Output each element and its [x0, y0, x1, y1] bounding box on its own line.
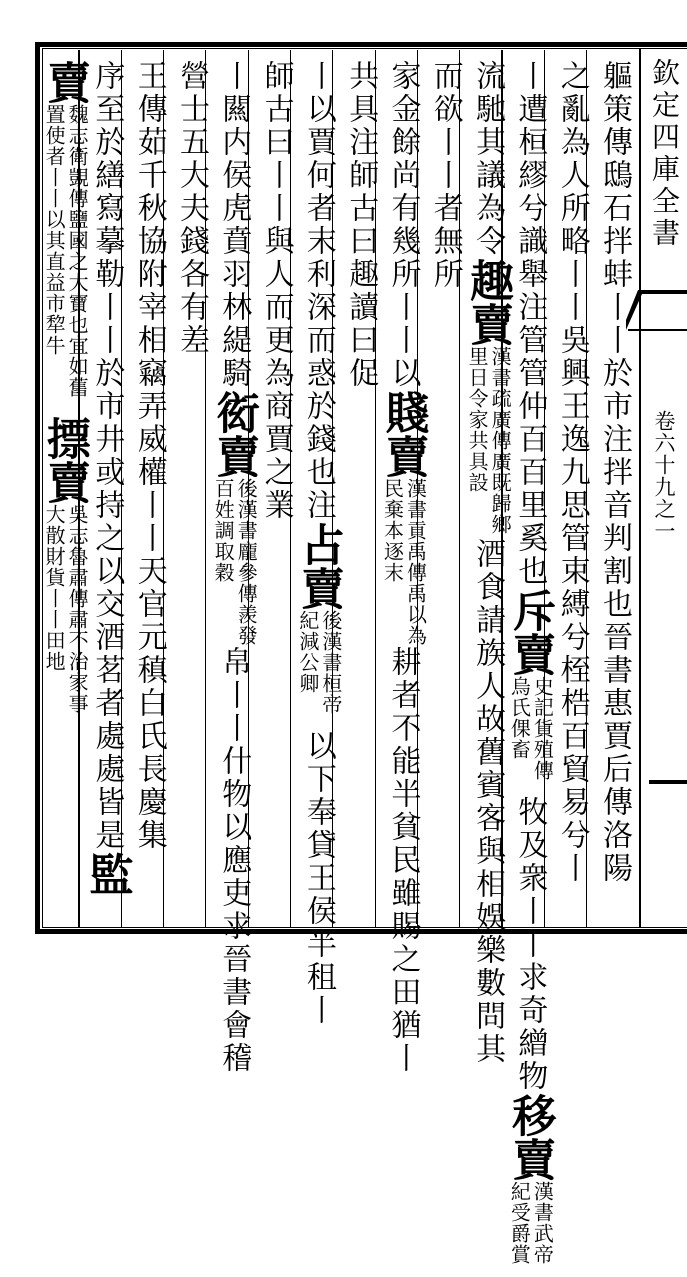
body-text: 共具注師古曰趣讀曰促 [343, 60, 379, 390]
headword: 賣 [39, 60, 91, 104]
headword: 衒賣 [208, 390, 260, 478]
body-text: 序至於繕寫摹勒丨丨於市井或持之以交酒茗者處處皆是 [89, 60, 125, 852]
fold-black-mark [649, 780, 687, 784]
body-text: 軀策傳鴟石拌蚌丨丨於市注拌音判割也晉書惠賈后傳洛陽 [597, 60, 632, 885]
body-text: 而欲丨丨者無所 [427, 60, 463, 291]
body-text: 丨闗内侯虎賁羽林緹騎 [216, 60, 252, 390]
body-text: 牧及衆丨丨求奇繒物 [512, 796, 548, 1093]
body-text: 師古曰丨丨與人而更為商賈之業 [258, 60, 294, 522]
text-column [252, 60, 300, 920]
text-column [208, 60, 260, 1075]
text-column [336, 60, 384, 920]
body-text: 帛丨丨什物以應吏求晉書會稽 [216, 646, 252, 1075]
headword: 趣賣 [462, 258, 514, 346]
commentary-note: 漢書貢禹傳禹以為民棄本逐末 [380, 478, 428, 646]
body-text: 丨遭桓繆兮識舉注管管仲百百里奚也 [512, 60, 548, 588]
headword: 監 [81, 852, 133, 896]
headword: 斥賣 [504, 588, 556, 676]
body-text: 王傳茹千秋協附宰相竊弄威權丨丨天官元稹白氏長慶集 [131, 60, 167, 852]
body-text: 耕者不能半貧民雖賜之田猶丨 [385, 646, 421, 1075]
text-column [125, 60, 173, 920]
text-column [167, 60, 215, 920]
headword: 移賣 [504, 1093, 556, 1181]
text-column [504, 60, 556, 1265]
text-column [421, 60, 469, 920]
column-divider [36, 50, 37, 928]
text-column [377, 60, 429, 1075]
commentary-note: 魏志衛覬傳鹽國之大寶也宜如舊置使者丨丨以其直益市犂牛 [42, 104, 90, 398]
text-column [462, 60, 514, 1066]
commentary-note: 漢書疏廣傳廣既歸鄉里日令家共具設 [465, 346, 513, 535]
headword: 占賣 [292, 522, 344, 610]
commentary-note: 吳志魯肅傳肅不治家事大散財貨丨丨田地 [42, 504, 90, 714]
text-column [292, 60, 344, 1027]
body-text: 家金餘尚有幾所丨丨以 [385, 60, 421, 390]
body-text: 以下奉貸王侯半租丨 [300, 730, 336, 1027]
headword: 賤賣 [377, 390, 429, 478]
commentary-note: 漢書武帝紀受爵賞 [507, 1181, 555, 1265]
commentary-note: 後漢書龐參傳羨發百姓調取穀 [211, 478, 259, 646]
commentary-note: 史記貨殖傳烏氏倮畜 [507, 676, 555, 781]
text-column [548, 60, 596, 920]
fold-book-title: 欽定四庫全書 [648, 58, 681, 250]
body-text: 流馳其議為令 [470, 60, 506, 258]
headword: 摽賣 [39, 416, 91, 504]
text-column [39, 60, 91, 920]
body-text: 之亂為人所略丨丨吳興王逸九思管束縛兮桎梏百貿易兮丨 [554, 60, 590, 885]
commentary-note: 後漢書桓帝紀減公卿 [295, 610, 343, 715]
body-text: 營士五大夫錢各有差 [174, 60, 209, 357]
fold-volume-number: 卷六十九之一 [652, 410, 676, 542]
body-text: 酒食請族人故舊賓客與相娛樂數問其 [470, 538, 506, 1066]
body-text: 丨以賈何者末利深而惑於錢也注 [300, 60, 336, 522]
text-column [590, 60, 638, 920]
